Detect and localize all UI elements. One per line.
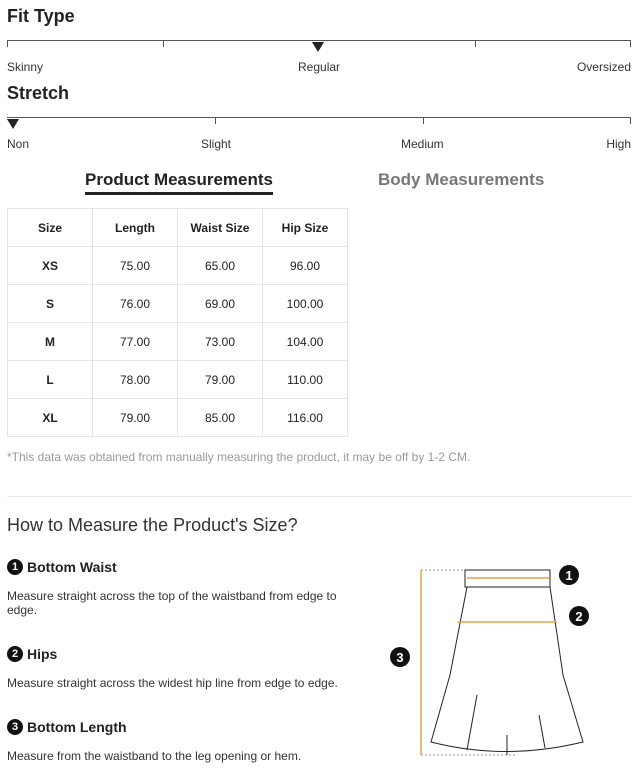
fit-type-tick — [630, 40, 631, 47]
tab-product-measurements[interactable]: Product Measurements — [85, 170, 273, 195]
stretch-title: Stretch — [7, 83, 70, 103]
table-row — [8, 247, 348, 285]
step-bottom-waist-title — [7, 559, 117, 575]
diagram-badge-2: 2 — [569, 606, 589, 626]
stretch-label-high: High — [606, 137, 631, 151]
table-cell: 79.00 — [93, 399, 178, 437]
table-header-cell: Size — [8, 209, 93, 247]
step-title-text: Hips — [27, 646, 58, 662]
table-cell: 78.00 — [93, 361, 178, 399]
table-row — [8, 323, 348, 361]
table-cell: XL — [8, 399, 93, 437]
fit-type-tick — [7, 40, 8, 47]
table-cell: 73.00 — [178, 323, 263, 361]
table-row — [8, 399, 348, 437]
stretch-label-non: Non — [7, 137, 30, 151]
how-to-title: How to Measure the Product's Size? — [7, 515, 298, 535]
step-title-text: Bottom Waist — [27, 559, 117, 575]
table-header-row — [8, 209, 348, 247]
table-row — [8, 285, 348, 323]
section-divider — [7, 496, 631, 497]
table-cell: 116.00 — [263, 399, 348, 437]
table-cell: 65.00 — [178, 247, 263, 285]
table-header-cell: Length — [93, 209, 178, 247]
fit-type-label-regular: Regular — [298, 60, 341, 74]
diagram-badge-3: 3 — [390, 647, 410, 667]
table-cell: 76.00 — [93, 285, 178, 323]
step-hips-desc: Measure straight across the widest hip line from edge to edge. — [7, 676, 338, 690]
fit-type-tick — [163, 40, 164, 47]
step-number-badge: 3 — [7, 719, 23, 735]
fit-type-scale — [7, 40, 631, 41]
step-title-text: Bottom Length — [27, 719, 127, 735]
table-cell: 85.00 — [178, 399, 263, 437]
step-number-badge: 2 — [7, 646, 23, 662]
stretch-label-slight: Slight — [201, 137, 232, 151]
table-header-cell: Waist Size — [178, 209, 263, 247]
measurement-note: *This data was obtained from manually measuring the product, it may be off by 1-2 CM. — [7, 450, 471, 464]
fit-type-marker-icon — [312, 42, 324, 52]
table-cell: L — [8, 361, 93, 399]
stretch-scale — [7, 117, 631, 118]
table-cell: 77.00 — [93, 323, 178, 361]
fit-type-label-skinny: Skinny — [7, 60, 44, 74]
fit-type-title: Fit Type — [7, 6, 75, 26]
stretch-marker-icon — [7, 119, 19, 129]
table-header-cell: Hip Size — [263, 209, 348, 247]
table-cell: XS — [8, 247, 93, 285]
table-cell: 110.00 — [263, 361, 348, 399]
fit-type-tick — [475, 40, 476, 47]
skirt-diagram — [415, 565, 590, 760]
table-row — [8, 361, 348, 399]
step-bottom-waist-desc: Measure straight across the top of the waistband from edge to edge. — [7, 589, 337, 617]
table-cell: 96.00 — [263, 247, 348, 285]
table-cell: 69.00 — [178, 285, 263, 323]
step-bottom-length-title — [7, 719, 127, 735]
table-cell: 75.00 — [93, 247, 178, 285]
step-number-badge: 1 — [7, 559, 23, 575]
stretch-label-medium: Medium — [401, 137, 444, 151]
table-cell: 79.00 — [178, 361, 263, 399]
table-cell: M — [8, 323, 93, 361]
step-hips-title — [7, 646, 57, 662]
tab-body-measurements[interactable]: Body Measurements — [378, 170, 545, 189]
table-cell: 100.00 — [263, 285, 348, 323]
diagram-badge-1: 1 — [559, 565, 579, 585]
step-bottom-length-desc: Measure from the waistband to the leg opening or hem. — [7, 749, 302, 763]
stretch-tick — [215, 117, 216, 124]
table-cell: 104.00 — [263, 323, 348, 361]
size-table — [7, 208, 348, 437]
fit-type-label-oversized: Oversized — [576, 60, 631, 74]
table-cell: S — [8, 285, 93, 323]
stretch-tick — [630, 117, 631, 124]
stretch-tick — [423, 117, 424, 124]
